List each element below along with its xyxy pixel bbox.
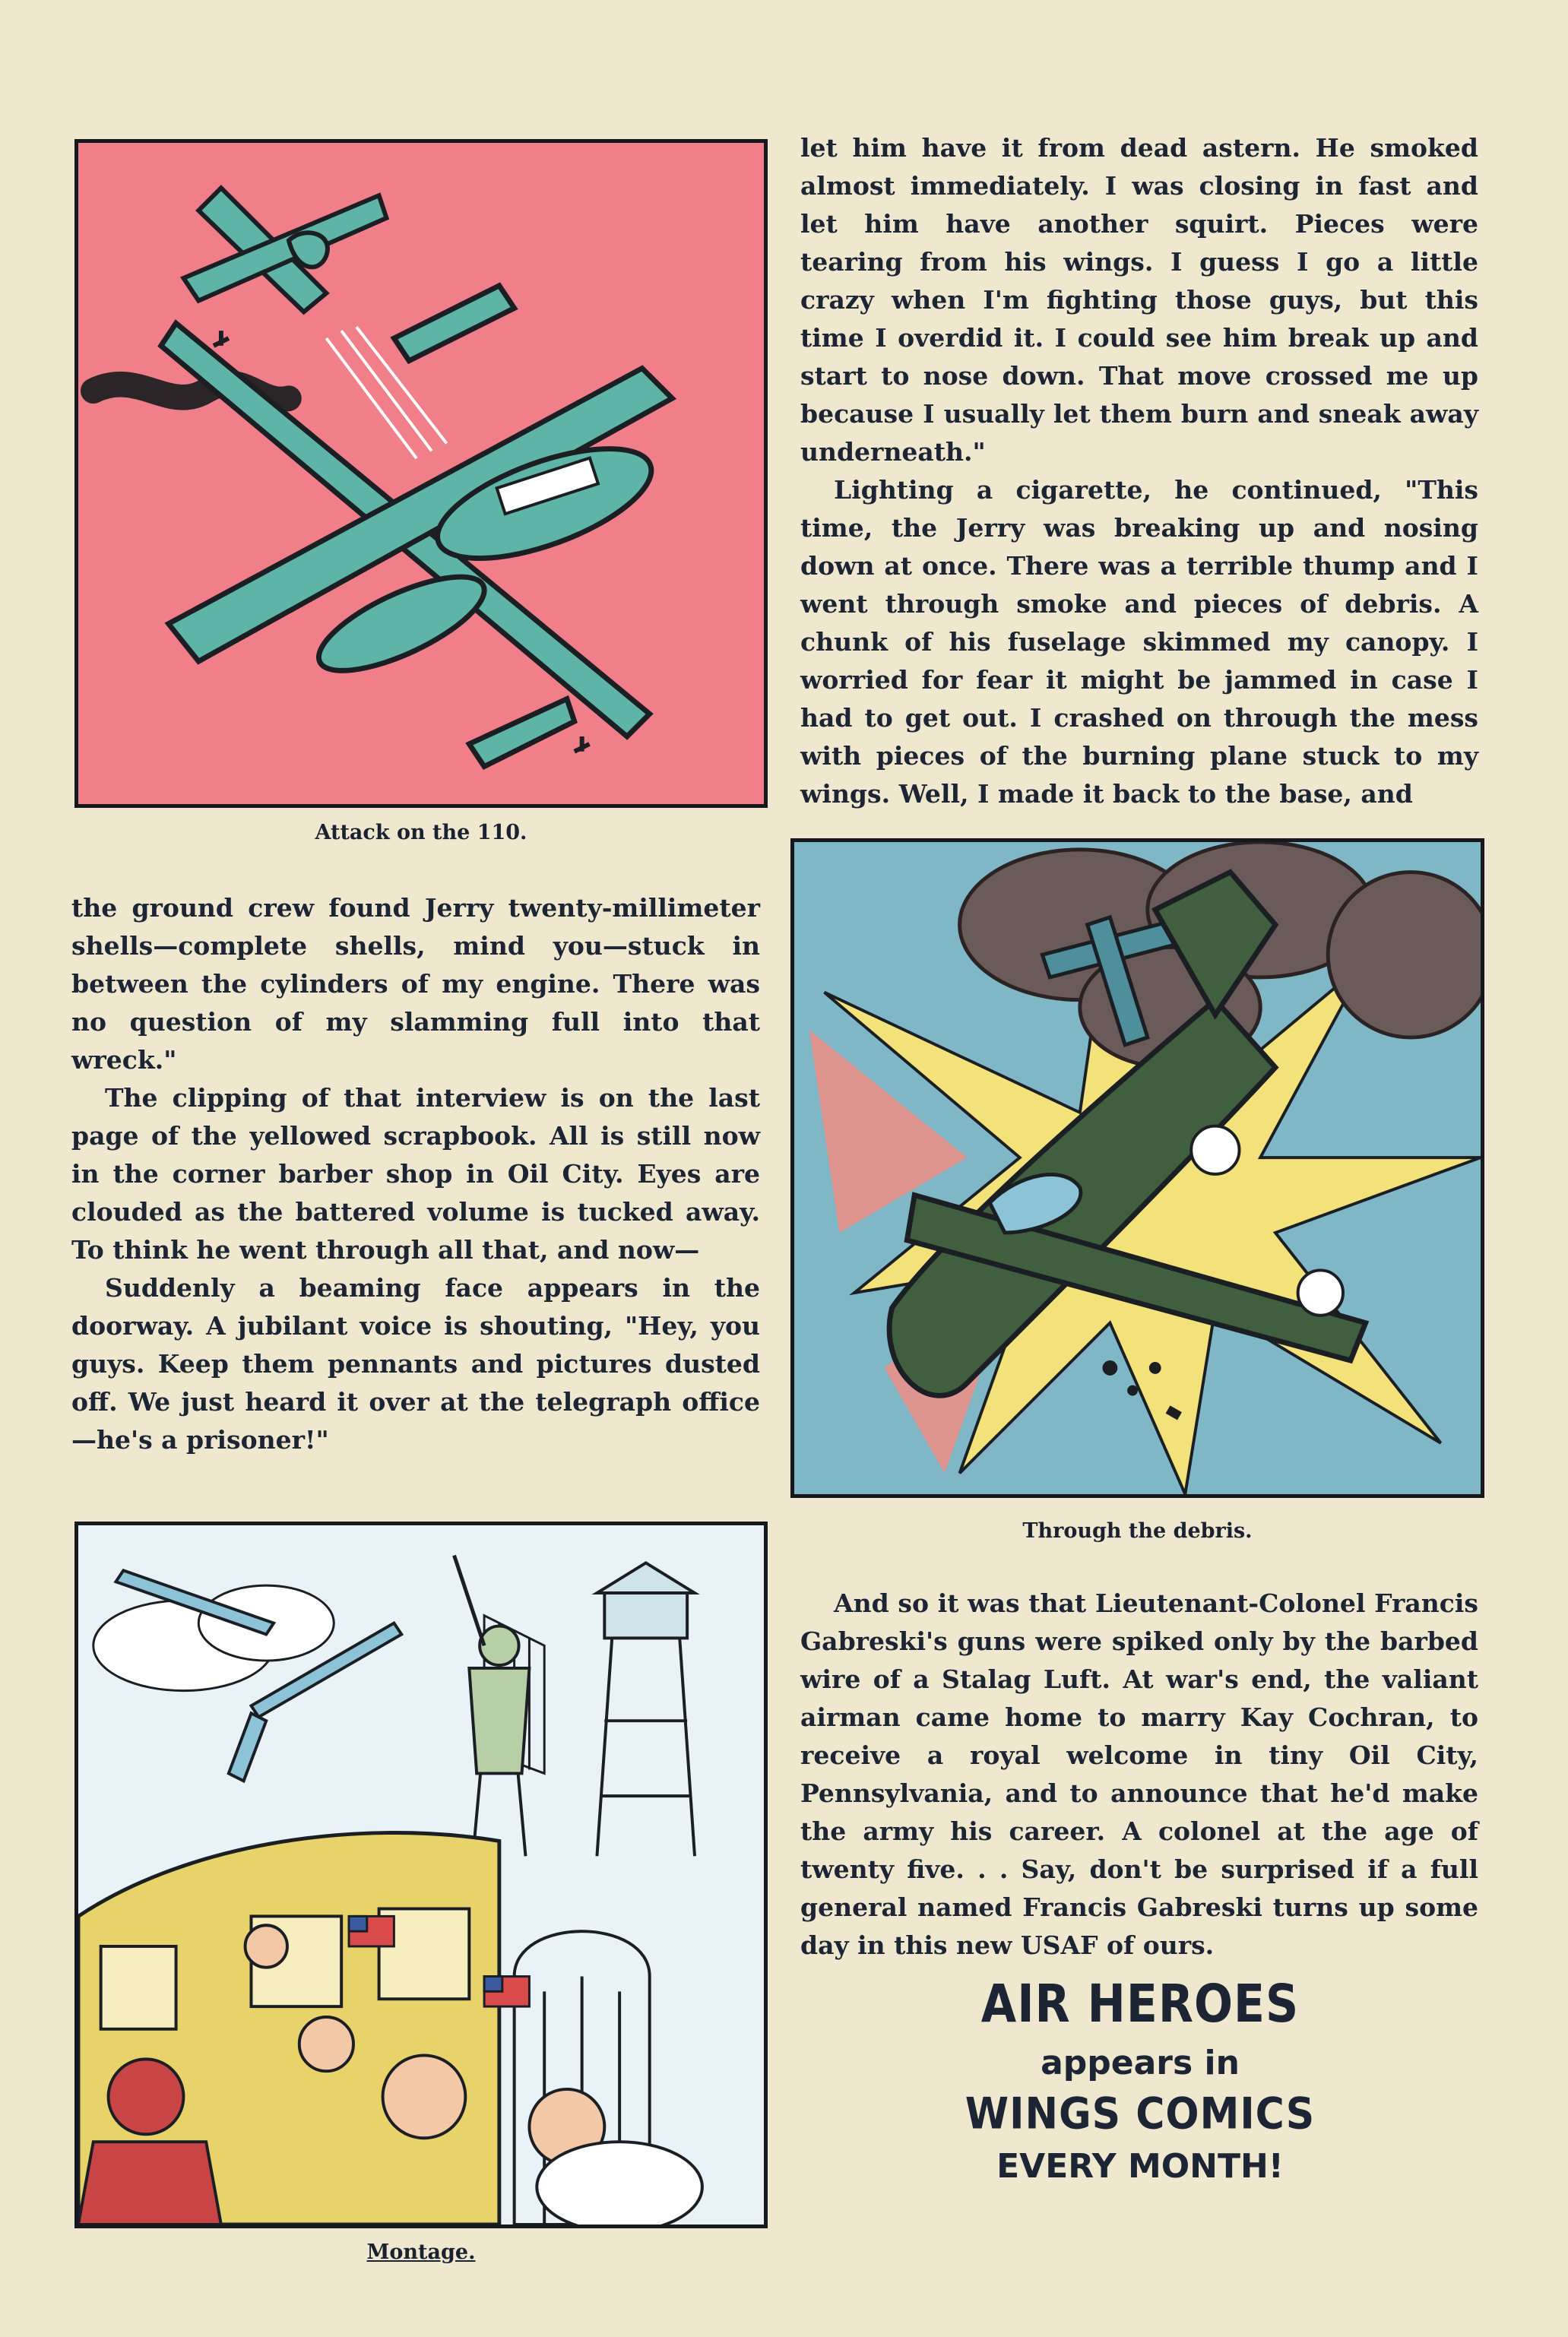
panel-montage	[74, 1522, 768, 2228]
caption-debris: Through the debris.	[1022, 1519, 1253, 1543]
article-text-right-top	[800, 129, 1478, 813]
paragraph: Lighting a cigarette, he continued, "This time, the Jerry was breaking up and nosing down at once. There was a terrible thump and I went through smoke and pieces of debris. A chunk of his fuselage skimmed my canopy. I worried for fear it might be jammed in case I had to get out. I crashed on through the mess with pieces of the burning plane stuck to my wings. Well, I made it back to the base, and	[800, 475, 1478, 809]
advert-line-title: AIR HEROES	[980, 1973, 1300, 2035]
debris-illustration	[794, 842, 1481, 1494]
panel-debris	[790, 838, 1484, 1498]
advert-line-publication: WINGS COMICS	[965, 2088, 1316, 2139]
advert-line-frequency: EVERY MONTH!	[996, 2147, 1284, 2186]
article-text-right-bottom	[800, 1585, 1478, 1965]
attack-illustration	[78, 143, 764, 804]
montage-illustration	[78, 1525, 764, 2225]
paragraph: let him have it from dead astern. He smoked almost immediately. I was closing in fast and let him have another squirt. Pieces were tearing from his wings. I guess I go a little crazy when I'm fighting those guys, but this time I overdid it. I could see him break up and start to nose down. That move crossed me up because I usually let them burn and sneak away underneath."	[800, 133, 1478, 467]
caption-attack: Attack on the 110.	[315, 821, 527, 844]
paragraph: Suddenly a beaming face appears in the doorway. A jubilant voice is shouting, "Hey, you guys. Keep them pennants and pictures dusted off. We just heard it over at the telegraph office—he's a prisoner!"	[71, 1273, 760, 1455]
panel-attack	[74, 139, 768, 808]
caption-montage: Montage.	[366, 2240, 476, 2264]
wings-comics-advert	[836, 1967, 1444, 2187]
article-text-left-middle	[71, 889, 760, 1459]
advert-line-appears: appears in	[1041, 2044, 1240, 2082]
paragraph: the ground crew found Jerry twenty-millimeter shells—complete shells, mind you—stuck in between the cylinders of my engine. There was no question of my slamming full into that wreck."	[71, 893, 760, 1075]
paragraph: The clipping of that interview is on the last page of the yellowed scrapbook. All is still now in the corner barber shop in Oil City. Eyes are clouded as the battered volume is tucked away. To think he went through all that, and now—	[71, 1083, 760, 1265]
paragraph: And so it was that Lieutenant-Colonel Francis Gabreski's guns were spiked only by the barbed wire of a Stalag Luft. At war's end, the valiant airman came home to marry Kay Cochran, to receive a royal welcome in tiny Oil City, Pennsylvania, and to announce that he'd make the army his career. A colonel at the age of twenty five. . . Say, don't be surprised if a full general named Francis Gabreski turns up some day in this new USAF of ours.	[800, 1588, 1478, 1960]
